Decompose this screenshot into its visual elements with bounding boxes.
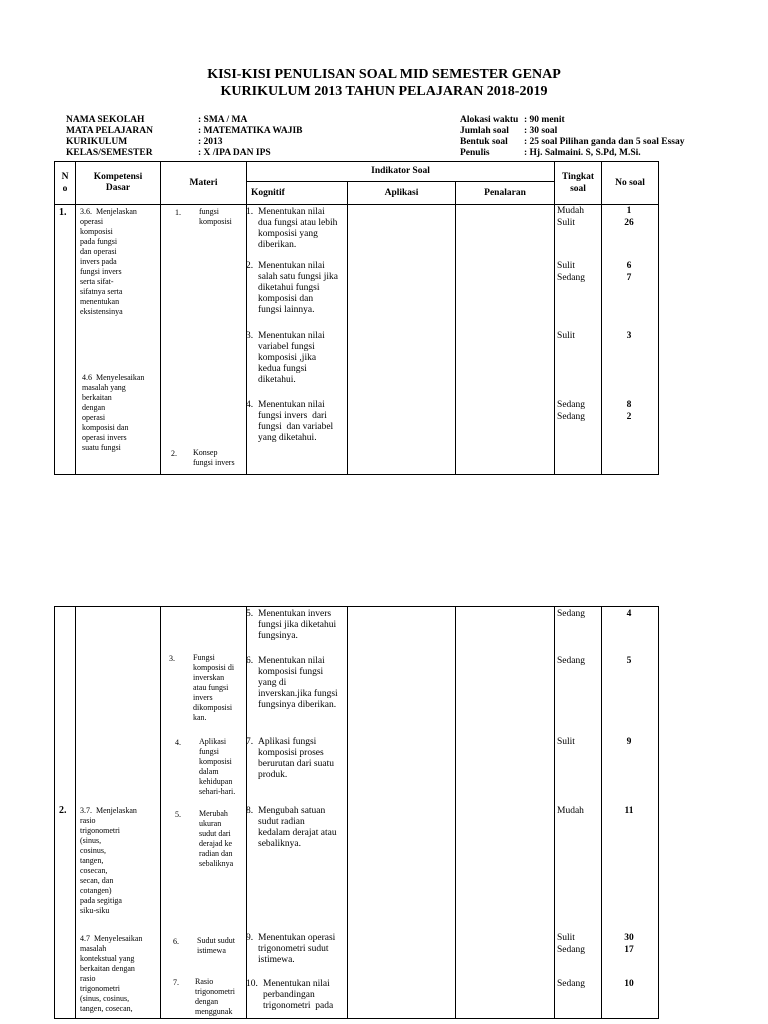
materi-3: Fungsi komposisi di inverskan atau fungsi invers dikomposisi kan. xyxy=(193,653,235,722)
kd-3-6: 3.6. Menjelaskan operasi komposisi pada fungsi dan operasi invers pada fungsi invers serta sifat- sifatnya serta menentukan eksistensinya xyxy=(80,207,137,316)
tingkat-cell: Sedang Sedang Sulit Mudah Sulit Sedang Sedang xyxy=(555,607,602,1019)
info-value-mata-pelajaran: : MATEMATIKA WAJIB xyxy=(198,126,303,136)
row-number: 1. xyxy=(55,205,76,475)
materi-cell: 3. Fungsi komposisi di inverskan atau fungsi invers dikomposisi kan. 4. Aplikasi fungsi komposisi dalam kehidupan sehari-hari. 5. Merubah ukuran sudut dari derajad ke radian dan sebaliknya 6. Sudut sudut istimewa 7. Rasio trigonometri dengan menggunak xyxy=(161,607,247,1019)
kompetensi-dasar-cell xyxy=(76,205,161,475)
info-value-alokasi-waktu: : 90 menit xyxy=(524,115,565,125)
header-kognitif: Kognitif xyxy=(247,182,348,205)
kognitif-cell: 1. Menentukan nilai dua fungsi atau lebih komposisi yang diberikan. 2. Menentukan nilai salah satu fungsi jika diketahui fungsi komposisi dan fungsi lainnya. 3. Menentukan nilai variabel fungsi komposisi ,jika kedua fungsi diketahui. 4. Menentukan nilai fungsi invers dari fungsi dan variabel yang diketahui. xyxy=(247,205,348,475)
penalaran-cell xyxy=(456,607,555,1019)
aplikasi-cell xyxy=(348,205,456,475)
document-title-line2: KURIKULUM 2013 TAHUN PELAJARAN 2018-2019 xyxy=(220,84,548,99)
materi-6: Sudut sudut istimewa xyxy=(197,936,236,955)
tingkat-cell: Mudah Sulit Sulit Sedang Sulit Sedang Sedang xyxy=(555,205,602,475)
header-kompetensi: Kompetensi Dasar xyxy=(76,162,161,205)
materi-1: fungsi komposisi xyxy=(199,207,232,226)
kd-3-7: 3.7. Menjelaskan rasio trigonometri (sinus, cosinus, tangen, cosecan, secan, dan cotangen) pada segitiga siku-siku xyxy=(80,806,137,915)
header-materi: Materi xyxy=(161,162,247,205)
info-label-mata-pelajaran: MATA PELAJARAN xyxy=(66,126,153,136)
row-number: 2. xyxy=(55,607,76,1019)
materi-7: Rasio trigonometri dengan menggunak xyxy=(195,977,235,1016)
info-label-penulis: Penulis xyxy=(460,148,490,158)
header-penalaran: Penalaran xyxy=(456,182,555,205)
header-no-soal: No soal xyxy=(602,162,659,205)
kompetensi-dasar-cell xyxy=(76,607,161,1019)
materi-4: Aplikasi fungsi komposisi dalam kehidupan sehari-hari. xyxy=(199,737,236,796)
info-value-kelas-semester: : X /IPA DAN IPS xyxy=(198,148,271,158)
table-row xyxy=(55,205,659,475)
header-indikator: Indikator Soal xyxy=(247,162,555,182)
kd-4-7: 4.7 Menyelesaikan masalah kontekstual yang berkaitan dengan rasio trigonometri (sinus, cosinus, tangen, cosecan, xyxy=(80,934,143,1013)
info-label-kurikulum: KURIKULUM xyxy=(66,137,128,147)
no-soal-cell: 1 26 6 7 3 8 2 xyxy=(602,205,659,475)
no-soal-cell: 4 5 9 11 30 17 10 xyxy=(602,607,659,1019)
header-tingkat: Tingkat soal xyxy=(555,162,602,205)
kisi-table-page2 xyxy=(54,606,659,1019)
aplikasi-cell xyxy=(348,607,456,1019)
kognitif-cell: 5. Menentukan invers fungsi jika diketahui fungsinya. 6. Menentukan nilai komposisi fungsi yang di inverskan.jika fungsi fungsinya diberikan. 7. Aplikasi fungsi komposisi proses berurutan dari suatu produk. 8. Mengubah satuan sudut radian kedalam derajat atau sebaliknya. 9. Menentukan operasi trigonometri sudut istimewa. 10. Menentukan nilai perbandingan trigonometri pada xyxy=(247,607,348,1019)
info-value-jumlah-soal: : 30 soal xyxy=(524,126,558,136)
penalaran-cell xyxy=(456,205,555,475)
info-label-jumlah-soal: Jumlah soal xyxy=(460,126,509,136)
kd-4-6: 4.6 Menyelesaikan masalah yang berkaitan dengan operasi komposisi dan operasi invers suatu fungsi xyxy=(82,373,145,452)
info-label-nama-sekolah: NAMA SEKOLAH xyxy=(66,115,145,125)
materi-5: Merubah ukuran sudut dari derajad ke radian dan sebaliknya xyxy=(199,809,234,868)
kisi-table-page1 xyxy=(54,161,659,475)
info-value-nama-sekolah: : SMA / MA xyxy=(198,115,248,125)
header-no: N o xyxy=(55,162,76,205)
info-value-bentuk-soal: : 25 soal Pilihan ganda dan 5 soal Essay xyxy=(524,137,685,147)
materi-cell: 1. fungsi komposisi 2. Konsep fungsi invers xyxy=(161,205,247,475)
header-aplikasi: Aplikasi xyxy=(348,182,456,205)
info-label-bentuk-soal: Bentuk soal xyxy=(460,137,508,147)
document-title-line1: KISI-KISI PENULISAN SOAL MID SEMESTER GENAP xyxy=(207,67,561,82)
info-label-kelas-semester: KELAS/SEMESTER xyxy=(66,148,153,158)
info-label-alokasi-waktu: Alokasi waktu xyxy=(460,115,519,125)
table-row xyxy=(55,607,659,1019)
materi-2: Konsep fungsi invers xyxy=(193,448,235,467)
info-value-kurikulum: : 2013 xyxy=(198,137,223,147)
info-value-penulis: : Hj. Salmaini. S, S.Pd, M.Si. xyxy=(524,148,641,158)
